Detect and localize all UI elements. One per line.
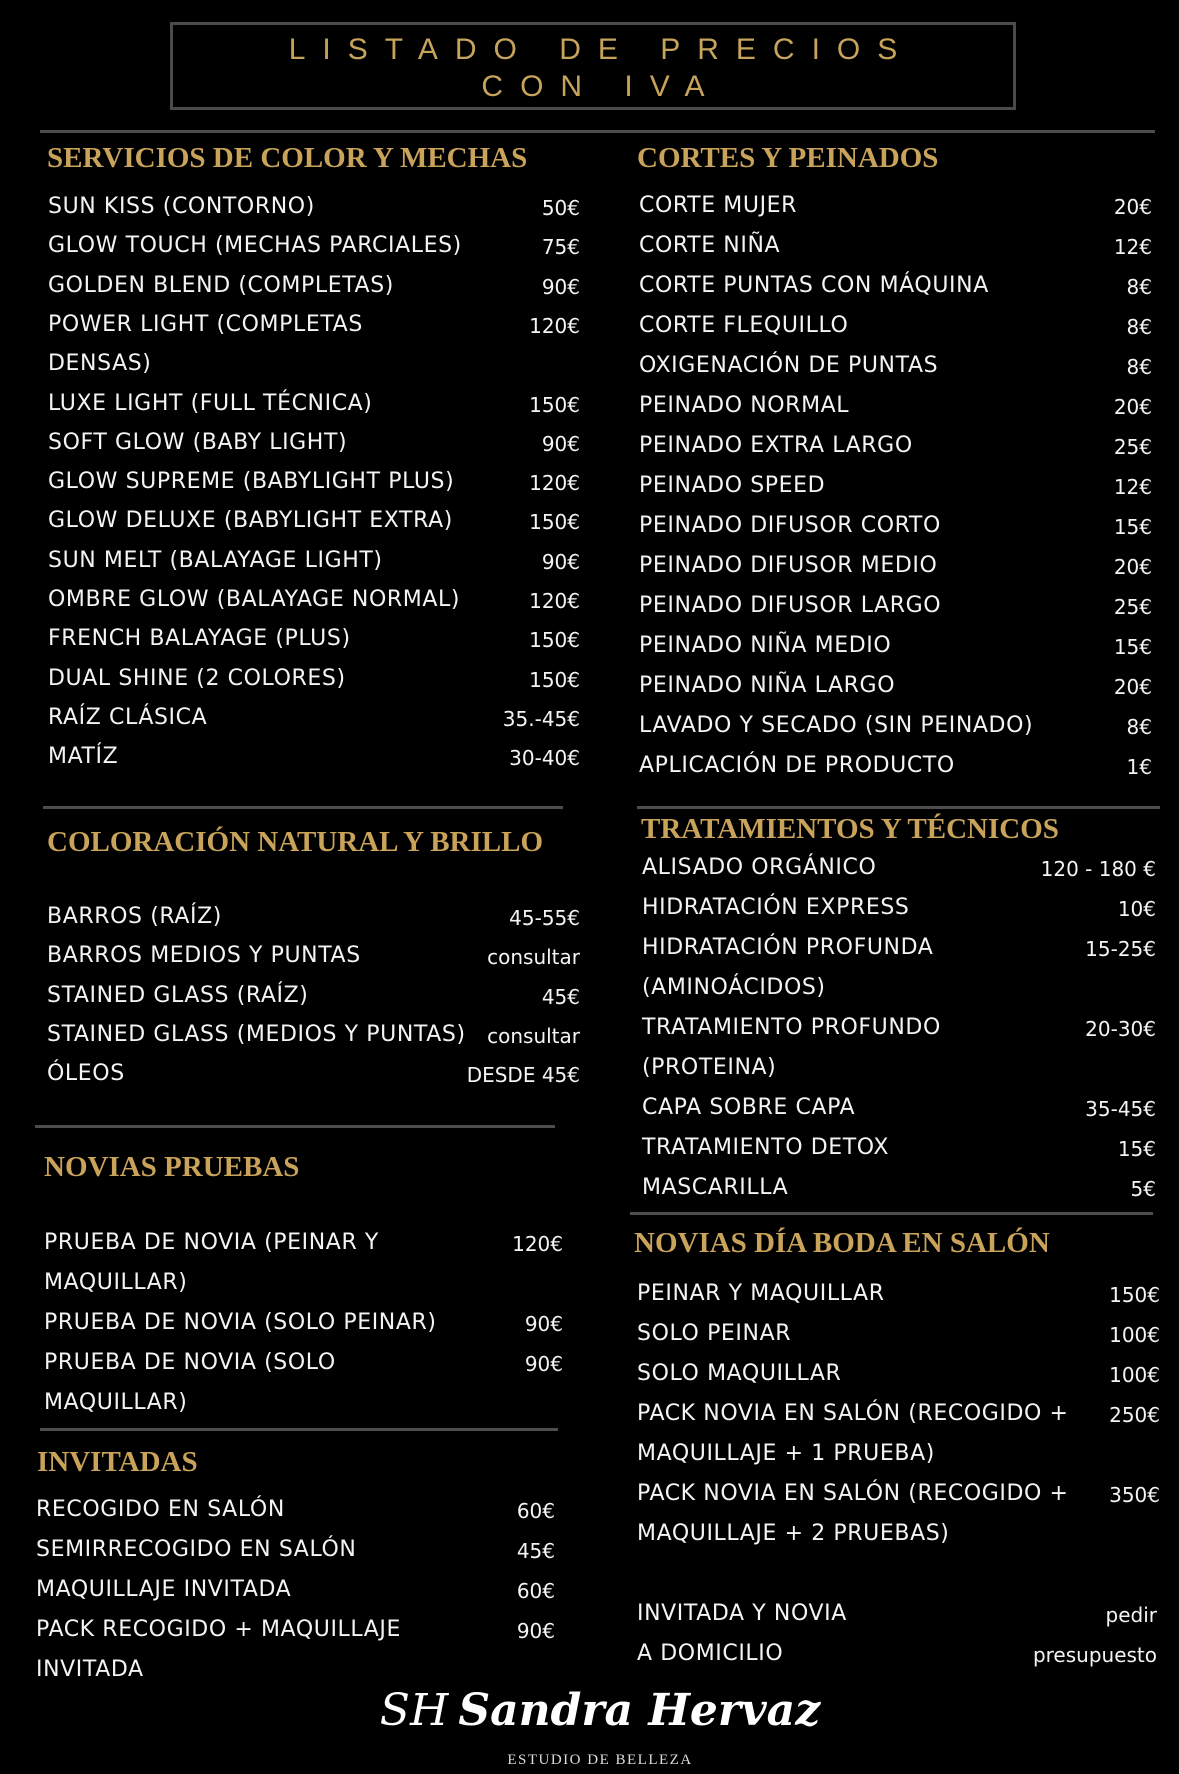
price-item-name: GLOW TOUCH (MECHAS PARCIALES): [48, 233, 462, 259]
price-item-name: FRENCH BALAYAGE (PLUS): [48, 626, 351, 652]
price-item-name: SOFT GLOW (BABY LIGHT): [48, 429, 348, 455]
price-item-price: 100€: [1109, 1323, 1160, 1347]
price-item-price: 5€: [1130, 1177, 1156, 1201]
section-title-tratamientos: TRATAMIENTOS Y TÉCNICOS: [641, 813, 1059, 845]
price-item-price: 8€: [1126, 275, 1152, 299]
price-item-price: 15€: [1117, 1137, 1156, 1161]
price-item-name: PACK NOVIA EN SALÓN (RECOGIDO +: [637, 1481, 1069, 1506]
section-title-novias-pruebas: NOVIAS PRUEBAS: [44, 1151, 300, 1183]
price-item-name: CORTE FLEQUILLO: [639, 313, 849, 338]
price-item-name: PEINADO NIÑA MEDIO: [639, 633, 892, 658]
price-item-name: PEINADO NIÑA LARGO: [639, 673, 896, 698]
price-item-name: LUXE LIGHT (FULL TÉCNICA): [48, 390, 373, 416]
price-item-price: 120€: [512, 1232, 563, 1256]
price-item-name: MASCARILLA: [642, 1175, 789, 1200]
section-title-invitadas: INVITADAS: [37, 1446, 198, 1478]
price-item-price: 90€: [516, 1619, 555, 1643]
price-item-price: pedir: [1105, 1603, 1157, 1627]
price-item-price: 12€: [1113, 475, 1152, 499]
price-item-price: consultar: [487, 945, 580, 970]
price-item-price: 90€: [541, 274, 580, 299]
price-item-price: 350€: [1109, 1483, 1160, 1507]
price-item-name: OXIGENACIÓN DE PUNTAS: [639, 353, 939, 378]
price-item-name: HIDRATACIÓN PROFUNDA: [642, 935, 934, 960]
brand-tagline: ESTUDIO DE BELLEZA: [507, 1752, 693, 1768]
price-item-price: 150€: [1109, 1283, 1160, 1307]
price-item-price: 50€: [541, 196, 580, 220]
price-item-name: PEINADO EXTRA LARGO: [639, 433, 913, 458]
price-item-name: TRATAMIENTO PROFUNDO: [642, 1015, 941, 1040]
price-item-name: INVITADA Y NOVIA: [637, 1601, 847, 1626]
price-item-name: CORTE MUJER: [639, 193, 798, 218]
price-item-price: 15€: [1113, 635, 1152, 659]
brand-name: Sandra Hervaz: [458, 1685, 821, 1736]
price-item-name: DUAL SHINE (2 COLORES): [48, 665, 346, 691]
price-item-price: 8€: [1126, 715, 1152, 739]
price-item-price: 60€: [516, 1579, 555, 1603]
price-item-name: BARROS MEDIOS Y PUNTAS: [47, 943, 361, 969]
price-item-price: 35.-45€: [502, 706, 580, 731]
price-item-price: 250€: [1109, 1403, 1160, 1427]
price-item-price: 15-25€: [1085, 937, 1156, 961]
price-item-name: POWER LIGHT (COMPLETAS: [48, 311, 363, 337]
page-title-line-2: CON IVA: [481, 70, 722, 103]
price-item-price: 90€: [524, 1352, 563, 1376]
price-item-name: GOLDEN BLEND (COMPLETAS): [48, 272, 394, 298]
price-item-name: PRUEBA DE NOVIA (SOLO PEINAR): [44, 1310, 437, 1335]
price-item-name: GLOW DELUXE (BABYLIGHT EXTRA): [48, 508, 453, 534]
price-item-name: PRUEBA DE NOVIA (PEINAR Y: [44, 1230, 379, 1255]
price-item-price: 30-40€: [509, 746, 580, 771]
price-item-name: A DOMICILIO: [637, 1641, 784, 1666]
divider-cortes-tratamientos: [637, 806, 1160, 809]
brand-monogram: SH: [379, 1685, 449, 1736]
price-item-price: 45€: [516, 1539, 555, 1563]
section-title-color-mechas: SERVICIOS DE COLOR Y MECHAS: [47, 142, 528, 174]
price-item-name: GLOW SUPREME (BABYLIGHT PLUS): [48, 469, 455, 495]
brand-logo: [360, 1685, 840, 1745]
price-item-price: 20€: [1113, 675, 1152, 699]
section-title-coloracion: COLORACIÓN NATURAL Y BRILLO: [47, 826, 544, 858]
price-item-name: SOLO MAQUILLAR: [637, 1361, 842, 1386]
divider-novias-invitadas: [40, 1428, 558, 1431]
price-item-price: 90€: [541, 431, 580, 456]
price-item-name: PEINADO SPEED: [639, 473, 826, 498]
price-item-name: ALISADO ORGÁNICO: [642, 855, 877, 880]
price-item-name: LAVADO Y SECADO (SIN PEINADO): [639, 713, 1034, 738]
price-item-name: MATÍZ: [48, 744, 119, 770]
price-item-name: SOLO PEINAR: [637, 1321, 792, 1346]
price-item-name: RAÍZ CLÁSICA: [48, 704, 208, 730]
price-item-price: 45-55€: [509, 906, 580, 930]
price-item-name: (PROTEINA): [642, 1055, 777, 1080]
price-item-price: 120€: [529, 313, 580, 338]
section-title-cortes: CORTES Y PEINADOS: [637, 142, 939, 174]
price-item-name: ÓLEOS: [47, 1061, 125, 1087]
price-item-price: 20€: [1113, 555, 1152, 579]
price-item-price: 150€: [529, 392, 580, 417]
price-item-price: 8€: [1126, 315, 1152, 339]
price-item-price: 20€: [1113, 395, 1152, 419]
price-item-name: MAQUILLAR): [44, 1390, 188, 1415]
page-title-line-1: LISTADO DE PRECIOS: [288, 33, 915, 66]
price-item-name: PEINADO DIFUSOR MEDIO: [639, 553, 938, 578]
divider-color-coloracion: [43, 806, 563, 809]
price-item-price: 12€: [1113, 235, 1152, 259]
price-item-price: 120€: [529, 471, 580, 496]
price-item-name: PACK NOVIA EN SALÓN (RECOGIDO +: [637, 1401, 1069, 1426]
price-item-price: 45€: [541, 984, 580, 1009]
price-item-name: STAINED GLASS (RAÍZ): [47, 982, 309, 1008]
price-item-price: consultar: [487, 1023, 580, 1048]
price-item-name: SUN KISS (CONTORNO): [48, 194, 315, 219]
price-item-price: 120 - 180 €: [1040, 857, 1156, 881]
price-item-name: OMBRE GLOW (BALAYAGE NORMAL): [48, 587, 461, 612]
price-item-name: APLICACIÓN DE PRODUCTO: [639, 753, 955, 778]
price-item-name: (AMINOÁCIDOS): [642, 975, 826, 1000]
price-item-price: 150€: [529, 628, 580, 653]
price-item-name: INVITADA: [36, 1657, 144, 1682]
price-item-name: PEINADO DIFUSOR LARGO: [639, 593, 942, 618]
price-item-price: 8€: [1126, 355, 1152, 379]
price-item-price: 20€: [1113, 195, 1152, 219]
divider-coloracion-novias: [35, 1125, 555, 1128]
price-item-price: 100€: [1109, 1363, 1160, 1387]
top-divider: [40, 130, 1155, 133]
price-item-name: PRUEBA DE NOVIA (SOLO: [44, 1350, 336, 1375]
price-item-name: PEINAR Y MAQUILLAR: [637, 1281, 885, 1306]
price-item-name: CORTE NIÑA: [639, 233, 781, 258]
price-item-price: 35-45€: [1085, 1097, 1156, 1121]
price-item-price: DESDE 45€: [466, 1063, 580, 1088]
price-item-name: SUN MELT (BALAYAGE LIGHT): [48, 547, 383, 573]
price-item-price: 10€: [1117, 897, 1156, 921]
price-item-price: presupuesto: [1032, 1643, 1157, 1667]
price-item-price: 60€: [516, 1499, 555, 1523]
price-item-price: 25€: [1113, 435, 1152, 459]
price-item-name: HIDRATACIÓN EXPRESS: [642, 895, 910, 920]
price-item-price: 90€: [524, 1312, 563, 1336]
price-item-name: DENSAS): [48, 351, 152, 377]
price-item-price: 25€: [1113, 595, 1152, 619]
price-item-name: RECOGIDO EN SALÓN: [36, 1497, 285, 1522]
price-item-name: MAQUILLAJE INVITADA: [36, 1577, 292, 1602]
price-item-name: STAINED GLASS (MEDIOS Y PUNTAS): [47, 1021, 466, 1047]
price-item-price: 150€: [529, 510, 580, 535]
price-item-name: MAQUILLAJE + 1 PRUEBA): [637, 1441, 935, 1466]
divider-tratamientos-boda: [630, 1212, 1153, 1215]
price-item-name: BARROS (RAÍZ): [47, 904, 222, 929]
price-item-name: PEINADO DIFUSOR CORTO: [639, 513, 941, 538]
price-item-price: 15€: [1113, 515, 1152, 539]
price-item-price: 20-30€: [1085, 1017, 1156, 1041]
price-item-name: MAQUILLAR): [44, 1270, 188, 1295]
price-item-price: 90€: [541, 549, 580, 574]
price-item-name: PEINADO NORMAL: [639, 393, 850, 418]
price-item-price: 150€: [529, 667, 580, 692]
price-item-price: 120€: [529, 589, 580, 613]
section-title-novias-boda: NOVIAS DÍA BODA EN SALÓN: [634, 1227, 1050, 1259]
price-item-price: 1€: [1126, 755, 1152, 779]
price-item-name: TRATAMIENTO DETOX: [642, 1135, 889, 1160]
price-item-name: CAPA SOBRE CAPA: [642, 1095, 856, 1120]
price-item-price: 75€: [541, 235, 580, 260]
price-item-name: MAQUILLAJE + 2 PRUEBAS): [637, 1521, 950, 1546]
price-item-name: SEMIRRECOGIDO EN SALÓN: [36, 1537, 357, 1562]
price-item-name: PACK RECOGIDO + MAQUILLAJE: [36, 1617, 401, 1642]
price-item-name: CORTE PUNTAS CON MÁQUINA: [639, 273, 989, 298]
